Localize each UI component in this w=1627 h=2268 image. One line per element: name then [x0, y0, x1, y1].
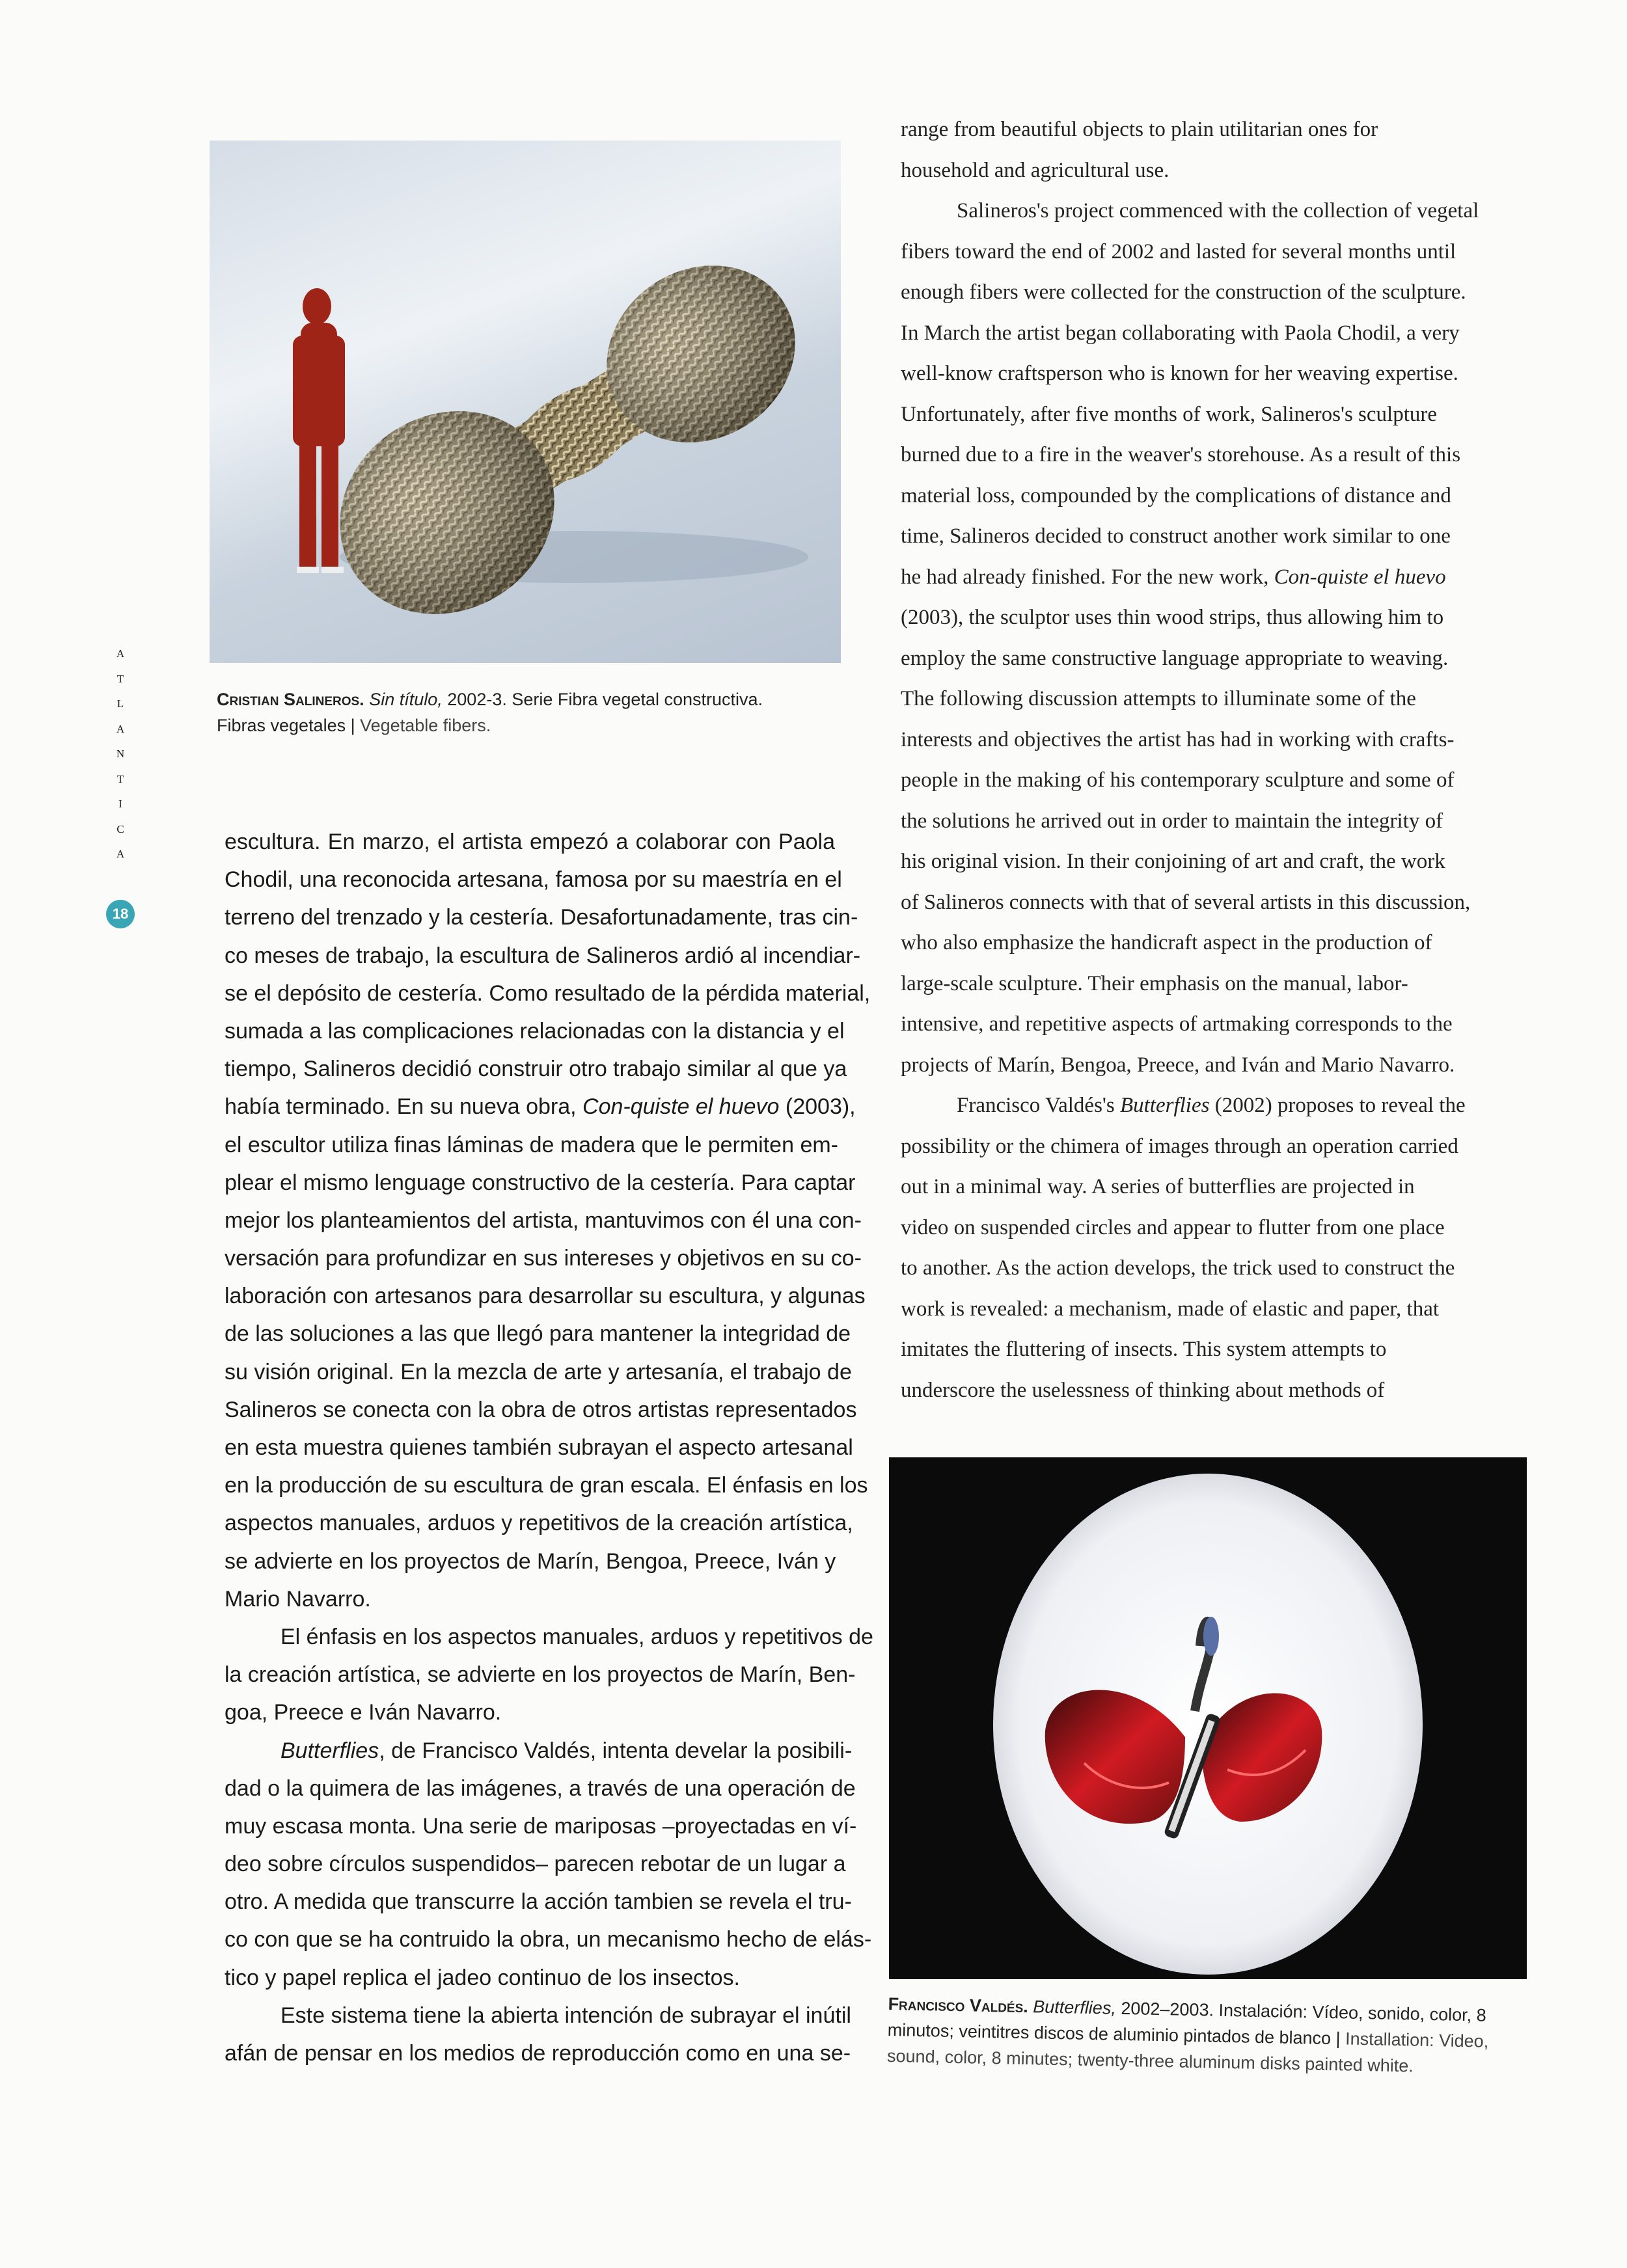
caption-details: 2002–2003. Instalación: Vídeo, sonido, color, 8	[1115, 1998, 1486, 2025]
text-segment: goa, Preece e Iván Navarro.	[225, 1700, 502, 1725]
text-line	[901, 679, 1558, 720]
text-line	[901, 1085, 1558, 1126]
text-segment: household and agricultural use.	[901, 158, 1169, 182]
text-segment: Unfortunately, after five months of work, Salineros's sculpture	[901, 402, 1438, 426]
sculpture-photo	[210, 141, 841, 663]
text-line	[225, 898, 858, 936]
side-letter: A	[116, 647, 125, 660]
text-line	[901, 394, 1558, 435]
text-line	[901, 1004, 1558, 1045]
text-segment: El énfasis en los aspectos manuales, arduos y repetitivos de	[280, 1624, 873, 1649]
text-segment: burned due to a fire in the weaver's storehouse. As a result of this	[901, 443, 1461, 466]
text-segment: Salineros se conecta con la obra de otros artistas representados	[225, 1397, 857, 1422]
text-segment: large-scale sculpture. Their emphasis on the manual, labor-	[901, 971, 1408, 995]
text-line	[225, 1959, 835, 1997]
text-line	[225, 861, 842, 898]
text-line	[225, 1466, 868, 1504]
text-line	[225, 1656, 856, 1694]
text-segment: In March the artist began collaborating with Paola Chodil, a very	[901, 321, 1460, 345]
text-line	[901, 1045, 1558, 1086]
text-segment: (2003), the sculptor uses thin wood strips, thus allowing him to	[901, 606, 1444, 629]
text-line	[225, 1164, 856, 1202]
text-line	[225, 1088, 856, 1126]
text-segment: muy escasa monta. Una serie de mariposas –proyectadas en ví-	[225, 1813, 857, 1839]
text-segment: tico y papel replica el jadeo continuo de los insectos.	[225, 1965, 740, 1990]
text-line	[901, 597, 1558, 638]
text-segment: plear el mismo lenguage constructivo de la cestería. Para captar	[225, 1170, 856, 1195]
butterfly-photo	[889, 1457, 1527, 1979]
italic-title: Con-quiste el huevo	[582, 1094, 780, 1120]
text-segment: Mario Navarro.	[225, 1586, 371, 1612]
side-letter: L	[116, 697, 124, 710]
text-line	[225, 1694, 835, 1731]
side-letter: A	[116, 722, 125, 735]
text-line	[225, 1921, 872, 1958]
text-line	[901, 1289, 1558, 1330]
text-line	[225, 1012, 845, 1050]
text-segment: aspectos manuales, arduos y repetitivos de la creación artística,	[225, 1511, 853, 1536]
text-line	[225, 975, 871, 1012]
side-letter: T	[116, 672, 124, 685]
text-line	[225, 1391, 857, 1429]
text-segment: Chodil, una reconocida artesana, famosa por su maestría en el	[225, 867, 842, 893]
text-line	[225, 1580, 835, 1618]
caption-spanish: minutos; veintitres discos de aluminio pintados de blanco |	[887, 2019, 1346, 2049]
text-line	[901, 720, 1558, 761]
text-segment: to another. As the action develops, the trick used to construct the	[901, 1256, 1455, 1280]
text-segment: de las soluciones a las que llegó para mantener la integridad de	[225, 1321, 851, 1347]
text-segment: well-know craftsperson who is known for her weaving expertise.	[901, 362, 1458, 385]
text-line	[225, 1239, 862, 1277]
text-segment: , de Francisco Valdés, intenta develar la posibili-	[379, 1738, 853, 1763]
text-segment: dad o la quimera de las imágenes, a través de una operación de	[225, 1775, 856, 1801]
text-segment: work is revealed: a mechanism, made of elastic and paper, that	[901, 1297, 1440, 1321]
text-line	[901, 435, 1558, 476]
text-line	[225, 1504, 853, 1542]
text-segment: Salineros's project commenced with the collection of vegetal	[957, 199, 1479, 223]
side-letter: N	[116, 748, 125, 760]
text-line	[901, 109, 1558, 150]
text-segment: video on suspended circles and appear to flutter from one place	[901, 1215, 1445, 1239]
text-segment: terreno del trenzado y la cestería. Desafortunadamente, tras cin-	[225, 905, 858, 930]
text-segment: tiempo, Salineros decidió construir otro trabajo similar al que ya	[225, 1057, 847, 1082]
caption-english: Vegetable fibers.	[360, 716, 491, 735]
text-segment: en la producción de su escultura de gran escala. El énfasis en los	[225, 1473, 868, 1498]
text-segment: versación para profundizar en sus intereses y objetivos en su co-	[225, 1246, 862, 1271]
text-segment: había terminado. En su nueva obra,	[225, 1094, 583, 1120]
side-running-title	[111, 647, 130, 873]
text-segment: he had already finished. For the new work,	[901, 565, 1274, 589]
text-line	[225, 1353, 852, 1391]
text-segment: fibers toward the end of 2002 and lasted for several months until	[901, 239, 1456, 263]
text-segment: otro. A medida que transcurre la acción tambien se revela el tru-	[225, 1889, 852, 1915]
text-segment: escultura. En marzo, el artista empezó a colaborar con Paola	[225, 830, 835, 854]
text-line	[901, 476, 1558, 517]
text-line	[901, 964, 1558, 1005]
text-segment: out in a minimal way. A series of butterflies are projected in	[901, 1175, 1415, 1198]
text-line	[901, 516, 1558, 557]
text-line	[225, 1807, 857, 1845]
italic-title: Butterflies	[1119, 1094, 1210, 1117]
caption-english: Installation: Video,	[1345, 2029, 1489, 2051]
text-line	[225, 1618, 873, 1656]
text-segment: (2003),	[779, 1094, 856, 1120]
text-segment: who also emphasize the handicraft aspect in the production of	[901, 931, 1432, 954]
caption-details: 2002-3. Serie Fibra vegetal constructiva.	[442, 690, 763, 709]
english-text-column	[901, 109, 1558, 1411]
text-line	[225, 1770, 856, 1807]
text-segment: co con que se ha contruido la obra, un mecanismo hecho de elás-	[225, 1927, 872, 1952]
text-segment: afán de pensar en los medios de reproducción como en una se-	[225, 2041, 851, 2066]
text-segment: mejor los planteamientos del artista, mantuvimos con él una con-	[225, 1208, 862, 1233]
text-segment: (2002) proposes to reveal the	[1209, 1094, 1466, 1117]
text-segment: range from beautiful objects to plain utilitarian ones for	[901, 118, 1378, 141]
text-line	[901, 760, 1558, 801]
text-segment: Este sistema tiene la abierta intención de subrayar el inútil	[280, 2003, 851, 2028]
text-segment: people in the making of his contemporary sculpture and some of	[901, 768, 1455, 792]
text-segment: co meses de trabajo, la escultura de Salineros ardió al incendiar-	[225, 943, 861, 968]
figure1-caption	[217, 686, 841, 738]
text-line	[901, 1370, 1558, 1411]
text-segment: enough fibers were collected for the construction of the sculpture.	[901, 280, 1466, 304]
text-segment: interests and objectives the artist has had in working with crafts-	[901, 727, 1455, 751]
caption-artist: Cristian Salineros.	[217, 690, 364, 709]
text-line	[225, 1732, 853, 1770]
text-segment: Francisco Valdés's	[957, 1094, 1120, 1117]
text-line	[225, 1845, 846, 1883]
text-line	[225, 1997, 851, 2034]
text-segment: The following discussion attempts to illuminate some of the	[901, 687, 1416, 710]
spanish-text-column	[225, 823, 873, 2072]
text-segment: el escultor utiliza finas láminas de madera que le permiten em-	[225, 1132, 839, 1157]
text-segment: su visión original. En la mezcla de arte y artesanía, el trabajo de	[225, 1359, 852, 1384]
text-line	[901, 882, 1558, 923]
caption-artist: Francisco Valdés.	[888, 1993, 1029, 2017]
text-segment: se el depósito de cestería. Como resultado de la pérdida material,	[225, 980, 871, 1006]
text-segment: deo sobre círculos suspendidos– parecen rebotar de un lugar a	[225, 1852, 846, 1877]
caption-spanish: Fibras vegetales |	[217, 716, 361, 735]
text-segment: en esta muestra quienes también subrayan el aspecto artesanal	[225, 1435, 853, 1460]
text-segment: of Salineros connects with that of several artists in this discussion,	[901, 890, 1471, 914]
text-segment: underscore the uselessness of thinking about methods of	[901, 1378, 1385, 1402]
text-line	[901, 1208, 1558, 1249]
text-line	[901, 272, 1558, 313]
italic-title: Butterflies	[280, 1738, 379, 1763]
text-segment: time, Salineros decided to construct another work similar to one	[901, 524, 1451, 548]
text-segment: intensive, and repetitive aspects of artmaking corresponds to the	[901, 1012, 1453, 1036]
text-line	[901, 313, 1558, 354]
text-line	[901, 1126, 1558, 1167]
page-number: 18	[106, 900, 135, 928]
text-segment: se advierte en los proyectos de Marín, Bengoa, Preece, Iván y	[225, 1548, 836, 1574]
text-segment: the solutions he arrived out in order to maintain the integrity of	[901, 809, 1443, 833]
text-segment: projects of Marín, Bengoa, Preece, and Iván and Mario Navarro.	[901, 1053, 1455, 1077]
side-letter: A	[116, 848, 125, 860]
text-segment: possibility or the chimera of images through an operation carried	[901, 1134, 1458, 1158]
text-line	[225, 1126, 839, 1164]
caption-english-cont: sound, color, 8 minutes; twenty-three aluminum disks painted white.	[886, 2045, 1414, 2076]
text-line	[225, 1202, 862, 1239]
text-line	[225, 1277, 866, 1315]
text-line	[901, 557, 1558, 598]
text-line	[901, 191, 1558, 232]
text-segment: sumada a las complicaciones relacionadas con la distancia y el	[225, 1018, 845, 1044]
text-line	[901, 1167, 1558, 1208]
side-letter: C	[116, 822, 124, 835]
text-line	[225, 1429, 853, 1466]
text-segment: la creación artística, se advierte en los proyectos de Marín, Ben-	[225, 1662, 856, 1688]
text-line	[901, 841, 1558, 882]
text-line	[901, 232, 1558, 273]
text-line	[901, 923, 1558, 964]
text-line	[225, 823, 835, 861]
text-segment: imitates the fluttering of insects. This system attempts to	[901, 1338, 1387, 1361]
text-line	[225, 1543, 835, 1580]
text-line	[901, 638, 1558, 679]
text-line	[901, 1329, 1558, 1370]
text-line	[901, 353, 1558, 394]
side-letter: I	[118, 798, 122, 810]
text-segment: his original vision. In their conjoining of art and craft, the work	[901, 850, 1445, 873]
text-line	[901, 1248, 1558, 1289]
text-line	[225, 937, 861, 975]
caption-title: Butterflies,	[1033, 1997, 1117, 2018]
text-line	[225, 2034, 851, 2072]
italic-title: Con-quiste el huevo	[1274, 565, 1446, 589]
text-line	[225, 1050, 847, 1088]
text-line	[901, 801, 1558, 842]
text-segment: laboración con artesanos para desarrollar su escultura, y algunas	[225, 1284, 866, 1309]
text-segment: employ the same constructive language appropriate to weaving.	[901, 646, 1449, 670]
text-segment: material loss, compounded by the complications of distance and	[901, 483, 1451, 507]
text-line	[225, 1883, 852, 1921]
text-line	[225, 1315, 851, 1353]
figure2-caption	[887, 1991, 1539, 2081]
text-line	[901, 150, 1558, 191]
side-letter: T	[116, 772, 124, 785]
caption-title: Sin título,	[369, 690, 443, 709]
